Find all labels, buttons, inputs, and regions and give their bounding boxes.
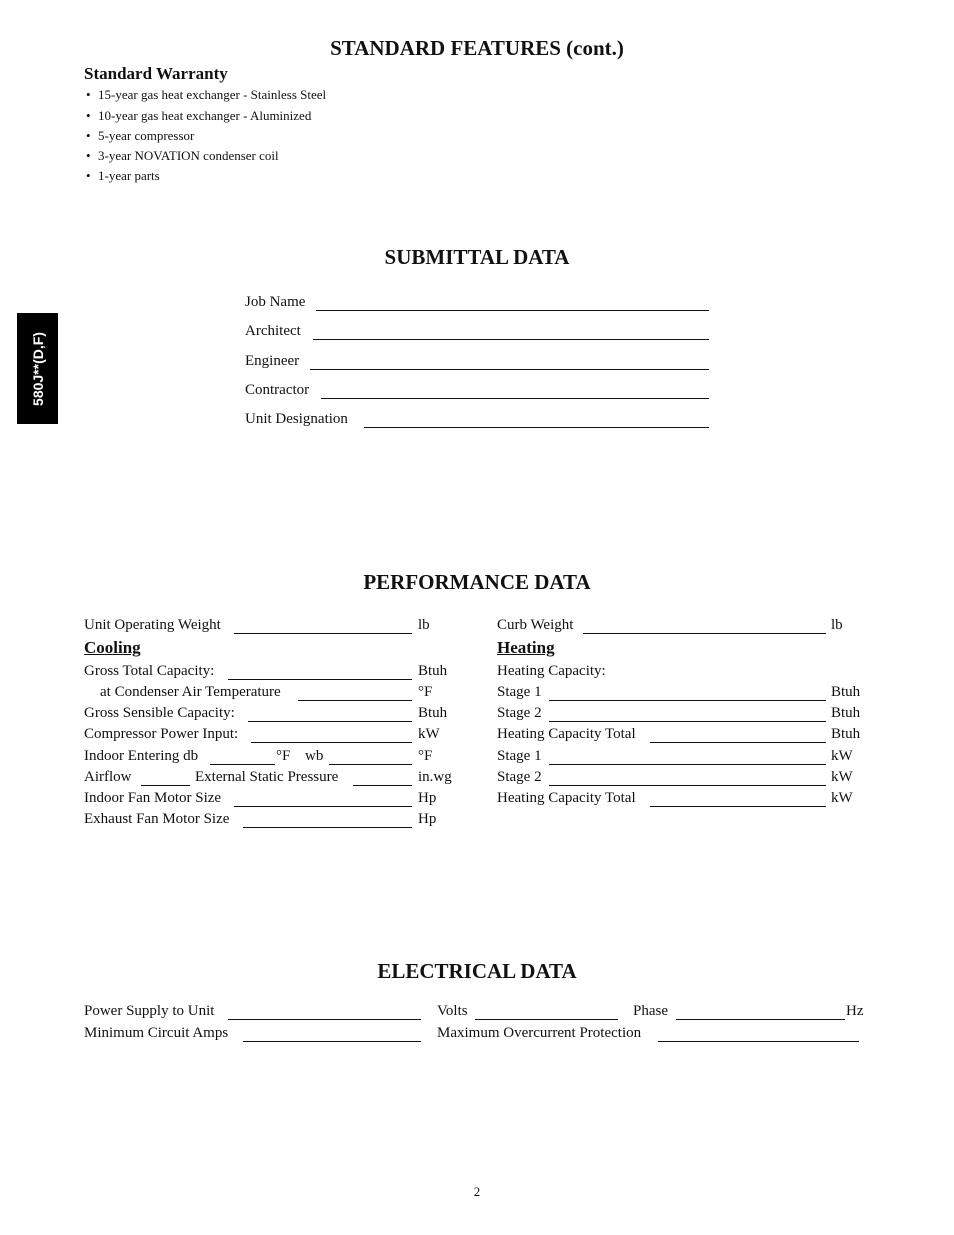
external-static-pressure-field[interactable] — [353, 785, 412, 786]
performance-data-title: PERFORMANCE DATA — [363, 570, 591, 594]
exhaust-fan-motor-field[interactable] — [243, 827, 412, 828]
power-supply-field[interactable] — [228, 1019, 421, 1020]
warranty-item: 10-year gas heat exchanger - Aluminized — [98, 108, 312, 123]
indoor-fan-motor-unit: Hp — [418, 790, 437, 806]
condenser-air-temp-unit: °F — [418, 684, 433, 700]
compressor-power-unit: kW — [418, 726, 440, 742]
warranty-item: 1-year parts — [98, 168, 160, 183]
standard-features-title: STANDARD FEATURES (cont.) — [330, 36, 624, 60]
indoor-entering-db-unit: °F — [276, 748, 291, 764]
exhaust-fan-motor-unit: Hp — [418, 811, 437, 827]
hz-unit: Hz — [846, 1003, 864, 1019]
bullet-icon: • — [86, 128, 91, 143]
gross-sensible-capacity-label: Gross Sensible Capacity: — [84, 705, 235, 721]
submittal-data-title: SUBMITTAL DATA — [384, 245, 570, 269]
min-circuit-amps-label: Minimum Circuit Amps — [84, 1025, 229, 1041]
compressor-power-label: Compressor Power Input: — [84, 726, 239, 742]
heating-capacity-label: Heating Capacity: — [497, 663, 606, 679]
architect-label: Architect — [245, 323, 301, 339]
contractor-label: Contractor — [245, 382, 310, 398]
volts-field[interactable] — [475, 1019, 618, 1020]
electrical-data-title: ELECTRICAL DATA — [377, 959, 577, 983]
gross-sensible-capacity-unit: Btuh — [418, 705, 448, 721]
phase-field[interactable] — [676, 1019, 845, 1020]
warranty-item: 15-year gas heat exchanger - Stainless Steel — [98, 87, 327, 102]
bullet-icon: • — [86, 148, 91, 163]
min-circuit-amps-field[interactable] — [243, 1041, 421, 1042]
heating-total-btuh-field[interactable] — [650, 742, 826, 743]
heating-stage2-kw-unit: kW — [831, 769, 853, 785]
indoor-entering-wb-label: wb — [305, 748, 324, 764]
heating-stage1-btuh-label: Stage 1 — [497, 684, 542, 700]
heating-heading: Heating — [497, 638, 555, 657]
unit-designation-label: Unit Designation — [245, 411, 348, 427]
cooling-heading: Cooling — [84, 638, 141, 657]
curb-weight-label: Curb Weight — [497, 617, 574, 633]
unit-operating-weight-unit: lb — [418, 617, 430, 633]
architect-field[interactable] — [313, 339, 709, 340]
external-static-pressure-unit: in.wg — [418, 769, 452, 785]
standard-warranty-heading: Standard Warranty — [84, 64, 228, 83]
airflow-label: Airflow — [84, 769, 132, 785]
indoor-entering-db-field[interactable] — [210, 764, 275, 765]
volts-label: Volts — [437, 1003, 468, 1019]
heating-stage2-btuh-label: Stage 2 — [497, 705, 542, 721]
gross-total-capacity-field[interactable] — [228, 679, 412, 680]
warranty-item: 5-year compressor — [98, 128, 195, 143]
gross-total-capacity-unit: Btuh — [418, 663, 448, 679]
curb-weight-field[interactable] — [583, 633, 826, 634]
heating-stage2-btuh-unit: Btuh — [831, 705, 861, 721]
heating-stage2-kw-field[interactable] — [549, 785, 826, 786]
engineer-field[interactable] — [310, 369, 709, 370]
indoor-fan-motor-field[interactable] — [234, 806, 412, 807]
indoor-entering-db-label: Indoor Entering db — [84, 748, 199, 764]
airflow-field[interactable] — [141, 785, 190, 786]
bullet-icon: • — [86, 87, 91, 102]
heating-total-kw-field[interactable] — [650, 806, 826, 807]
exhaust-fan-motor-label: Exhaust Fan Motor Size — [84, 811, 230, 827]
page-number: 2 — [473, 1184, 481, 1199]
heating-stage1-kw-unit: kW — [831, 748, 853, 764]
unit-operating-weight-label: Unit Operating Weight — [84, 617, 221, 633]
indoor-entering-wb-unit: °F — [418, 748, 433, 764]
job-name-field[interactable] — [316, 310, 709, 311]
heating-total-btuh-unit: Btuh — [831, 726, 861, 742]
heating-stage1-kw-label: Stage 1 — [497, 748, 542, 764]
condenser-air-temp-field[interactable] — [298, 700, 412, 701]
heating-stage2-btuh-field[interactable] — [549, 721, 826, 722]
max-overcurrent-field[interactable] — [658, 1041, 859, 1042]
warranty-item: 3-year NOVATION condenser coil — [98, 148, 279, 163]
heating-total-kw-label: Heating Capacity Total — [497, 790, 636, 806]
contractor-field[interactable] — [321, 398, 709, 399]
engineer-label: Engineer — [245, 353, 300, 369]
curb-weight-unit: lb — [831, 617, 843, 633]
unit-designation-field[interactable] — [364, 427, 709, 428]
compressor-power-field[interactable] — [251, 742, 412, 743]
bullet-icon: • — [86, 168, 91, 183]
heating-stage1-kw-field[interactable] — [549, 764, 826, 765]
heating-stage1-btuh-unit: Btuh — [831, 684, 861, 700]
unit-operating-weight-field[interactable] — [234, 633, 412, 634]
indoor-entering-wb-field[interactable] — [329, 764, 412, 765]
condenser-air-temp-label: at Condenser Air Temperature — [100, 684, 281, 700]
heating-stage2-kw-label: Stage 2 — [497, 769, 542, 785]
job-name-label: Job Name — [245, 294, 306, 310]
power-supply-label: Power Supply to Unit — [84, 1003, 215, 1019]
phase-label: Phase — [633, 1003, 668, 1019]
max-overcurrent-label: Maximum Overcurrent Protection — [437, 1025, 642, 1041]
indoor-fan-motor-label: Indoor Fan Motor Size — [84, 790, 222, 806]
heating-total-kw-unit: kW — [831, 790, 853, 806]
heating-total-btuh-label: Heating Capacity Total — [497, 726, 636, 742]
heating-stage1-btuh-field[interactable] — [549, 700, 826, 701]
gross-sensible-capacity-field[interactable] — [248, 721, 412, 722]
model-side-tab-label: 580J**(D,F) — [29, 331, 46, 406]
external-static-pressure-label: External Static Pressure — [195, 769, 339, 785]
gross-total-capacity-label: Gross Total Capacity: — [84, 663, 215, 679]
model-side-tab — [17, 313, 58, 424]
bullet-icon: • — [86, 108, 91, 123]
